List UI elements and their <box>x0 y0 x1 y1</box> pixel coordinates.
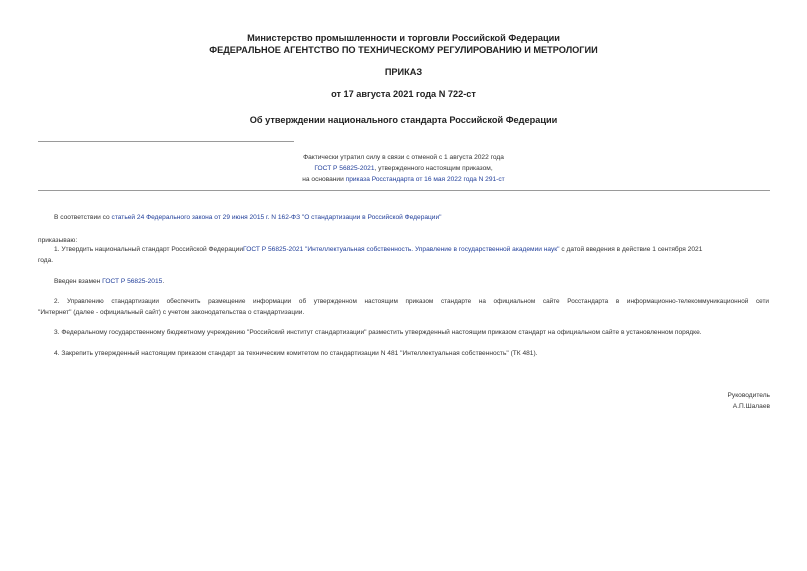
replaced-text: Введен взамен <box>54 278 103 285</box>
item2-line2: "Интернет" (далее - официальный сайт) с учетом законодательства о стандартизации. <box>38 309 305 316</box>
item1-line1 <box>54 244 702 255</box>
gost-2021-title-link[interactable]: ГОСТ Р 56825-2021 "Интеллектуальная собственность. Управление в государственной академии наук" <box>243 246 560 253</box>
document-type: ПРИКАЗ <box>384 67 423 77</box>
item1-suffix: с датой введения в действие 1 сентября 2021 <box>559 246 703 253</box>
federal-law-link[interactable]: статьей 24 Федерального закона от 29 июня 2015 г. N 162-ФЗ "О стандартизации в Российской Федерации" <box>111 214 442 221</box>
gost-2021-link[interactable]: ГОСТ Р 56825-2021 <box>314 165 375 172</box>
item1-line2: года. <box>38 257 54 264</box>
rosstandart-order-link[interactable]: приказа Росстандарта от 16 мая 2022 года N 291-ст <box>345 176 505 183</box>
intro-paragraph <box>54 212 442 223</box>
ministry-heading: Министерство промышленности и торговли Российской Федерации <box>247 33 560 43</box>
status-note-line2-text: , утвержденного настоящим приказом, <box>374 165 493 172</box>
replaced-paragraph <box>54 276 164 287</box>
signature-title: Руководитель <box>727 392 770 399</box>
status-note-line3 <box>0 174 807 185</box>
status-note-line1: Фактически утратил силу в связи с отменой с 1 августа 2022 года <box>303 154 504 161</box>
intro-text: В соответствии со <box>54 214 112 221</box>
divider-top <box>38 141 294 142</box>
status-note-line3-text: на основании <box>302 176 346 183</box>
replaced-suffix: . <box>162 278 165 285</box>
signature-name: А.П.Шалаев <box>732 403 770 410</box>
item4-paragraph: 4. Закрепить утвержденный настоящим приказом стандарт за техническим комитетом по стандартизации N 481 "Интеллектуальная собственность" (ТК 481). <box>54 350 538 357</box>
divider-bottom <box>38 190 770 191</box>
orders-text: приказываю: <box>38 237 78 244</box>
status-note-line2 <box>0 163 807 174</box>
document-date-number: от 17 августа 2021 года N 722-ст <box>331 89 476 99</box>
item3-paragraph: 3. Федеральному государственному бюджетному учреждению "Российский институт стандартизации" разместить утвержденный настоящим приказом стандарт на официальном сайте в установленном порядке. <box>54 329 702 336</box>
item2-line1: 2. Управлению стандартизации обеспечить размещение информации об утвержденном настоящим приказом стандарте на официальном сайте Росстандарта в информационно-телекоммуникационной сети <box>54 298 769 305</box>
document-subject: Об утверждении национального стандарта Российской Федерации <box>249 115 558 125</box>
agency-heading: ФЕДЕРАЛЬНОЕ АГЕНТСТВО ПО ТЕХНИЧЕСКОМУ РЕГУЛИРОВАНИЮ И МЕТРОЛОГИИ <box>209 45 598 55</box>
gost-2015-link[interactable]: ГОСТ Р 56825-2015 <box>102 278 163 285</box>
item1-text: 1. Утвердить национальный стандарт Российской Федерации <box>54 246 244 253</box>
